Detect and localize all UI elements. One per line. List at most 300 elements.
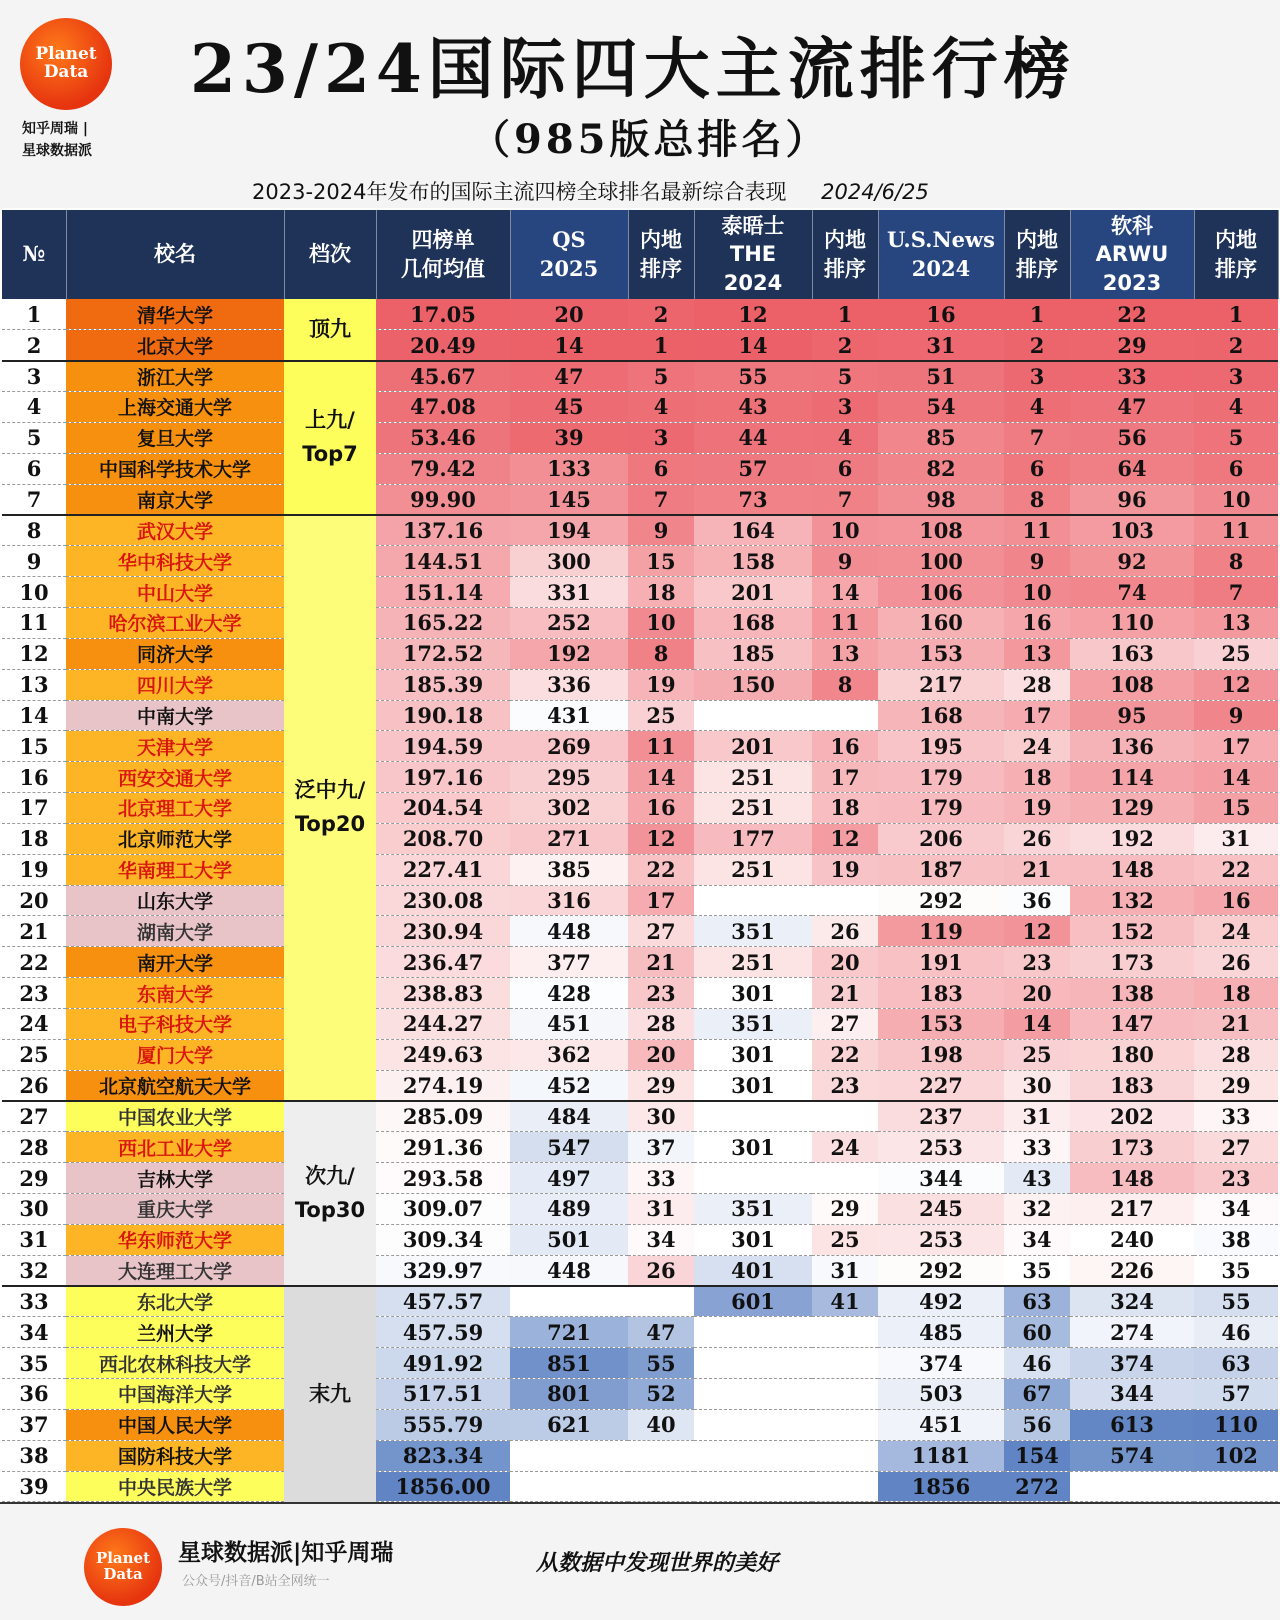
cell-newsr: 7 bbox=[1004, 422, 1070, 453]
table-row bbox=[2, 1039, 1278, 1070]
cell-qs: 45 bbox=[510, 392, 628, 423]
cell-ther: 26 bbox=[812, 916, 878, 947]
cell-ther bbox=[812, 1471, 878, 1502]
cell-no: 28 bbox=[2, 1132, 66, 1163]
cell-no: 38 bbox=[2, 1440, 66, 1471]
tier-label bbox=[284, 515, 376, 1101]
cell-newsr: 34 bbox=[1004, 1224, 1070, 1255]
table-row bbox=[2, 1101, 1278, 1132]
cell-arwu: 138 bbox=[1070, 978, 1194, 1009]
cell-qsr: 23 bbox=[628, 978, 694, 1009]
cell-qs: 431 bbox=[510, 700, 628, 731]
cell-no: 31 bbox=[2, 1224, 66, 1255]
cell-name: 华南理工大学 bbox=[66, 854, 284, 885]
header bbox=[0, 0, 1280, 208]
cell-newsr: 19 bbox=[1004, 793, 1070, 824]
cell-ther: 19 bbox=[812, 854, 878, 885]
cell-newsr: 6 bbox=[1004, 453, 1070, 484]
col-name bbox=[66, 210, 284, 299]
cell-qs: 448 bbox=[510, 916, 628, 947]
cell-arwur: 25 bbox=[1194, 638, 1278, 669]
table-row bbox=[2, 947, 1278, 978]
cell-arwur: 31 bbox=[1194, 823, 1278, 854]
cell-news: 153 bbox=[878, 1008, 1004, 1039]
cell-no: 30 bbox=[2, 1194, 66, 1225]
cell-qs: 295 bbox=[510, 762, 628, 793]
cell-arwu: 132 bbox=[1070, 885, 1194, 916]
cell-the: 301 bbox=[694, 1070, 812, 1101]
col-qs bbox=[510, 210, 628, 299]
cell-name: 华东师范大学 bbox=[66, 1224, 284, 1255]
cell-qsr: 33 bbox=[628, 1163, 694, 1194]
cell-no: 15 bbox=[2, 731, 66, 762]
cell-name: 吉林大学 bbox=[66, 1163, 284, 1194]
cell-news: 106 bbox=[878, 577, 1004, 608]
cell-qs: 621 bbox=[510, 1409, 628, 1440]
cell-arwur: 35 bbox=[1194, 1255, 1278, 1286]
cell-no: 9 bbox=[2, 546, 66, 577]
col-news-l1: U.S.News bbox=[887, 227, 995, 253]
cell-ther: 9 bbox=[812, 546, 878, 577]
cell-geo: 79.42 bbox=[376, 453, 510, 484]
cell-the: 185 bbox=[694, 638, 812, 669]
cell-the bbox=[694, 885, 812, 916]
cell-qsr: 12 bbox=[628, 823, 694, 854]
cell-no: 25 bbox=[2, 1039, 66, 1070]
cell-the bbox=[694, 1163, 812, 1194]
cell-ther bbox=[812, 1409, 878, 1440]
cell-news: 1181 bbox=[878, 1440, 1004, 1471]
cell-qsr: 52 bbox=[628, 1379, 694, 1410]
cell-arwu: 110 bbox=[1070, 607, 1194, 638]
cell-arwur: 110 bbox=[1194, 1409, 1278, 1440]
cell-newsr: 272 bbox=[1004, 1471, 1070, 1502]
table-row bbox=[2, 638, 1278, 669]
cell-arwur: 13 bbox=[1194, 607, 1278, 638]
cell-the: 150 bbox=[694, 669, 812, 700]
cell-arwu: 574 bbox=[1070, 1440, 1194, 1471]
cell-the: 301 bbox=[694, 1039, 812, 1070]
table-row bbox=[2, 978, 1278, 1009]
cell-no: 24 bbox=[2, 1008, 66, 1039]
cell-ther: 13 bbox=[812, 638, 878, 669]
cell-arwu: 56 bbox=[1070, 422, 1194, 453]
cell-newsr: 13 bbox=[1004, 638, 1070, 669]
cell-qs: 547 bbox=[510, 1132, 628, 1163]
cell-name: 西北工业大学 bbox=[66, 1132, 284, 1163]
cell-newsr: 16 bbox=[1004, 607, 1070, 638]
col-name-label: 校名 bbox=[154, 242, 196, 267]
tier-label-line1: 上九/ bbox=[305, 408, 355, 433]
cell-qs: 252 bbox=[510, 607, 628, 638]
cell-no: 8 bbox=[2, 515, 66, 546]
cell-no: 5 bbox=[2, 422, 66, 453]
cell-newsr: 43 bbox=[1004, 1163, 1070, 1194]
cell-newsr: 3 bbox=[1004, 361, 1070, 392]
cell-news: 206 bbox=[878, 823, 1004, 854]
cell-geo: 144.51 bbox=[376, 546, 510, 577]
cell-qs: 448 bbox=[510, 1255, 628, 1286]
cell-no: 36 bbox=[2, 1379, 66, 1410]
cell-newsr: 24 bbox=[1004, 731, 1070, 762]
cell-ther: 1 bbox=[812, 299, 878, 330]
cell-arwur: 22 bbox=[1194, 854, 1278, 885]
cell-name: 厦门大学 bbox=[66, 1039, 284, 1070]
cell-name: 东北大学 bbox=[66, 1286, 284, 1317]
publish-date: 2024/6/25 bbox=[821, 180, 929, 204]
cell-name: 中山大学 bbox=[66, 577, 284, 608]
col-arwu-l2: ARWU bbox=[1095, 242, 1169, 267]
footer-brand: 星球数据派|知乎周瑞 bbox=[178, 1540, 394, 1566]
cell-qsr: 9 bbox=[628, 515, 694, 546]
cell-arwu: 33 bbox=[1070, 361, 1194, 392]
cell-newsr: 32 bbox=[1004, 1194, 1070, 1225]
cell-news: 198 bbox=[878, 1039, 1004, 1070]
col-the-dom-l2: 排序 bbox=[824, 256, 866, 281]
cell-newsr: 36 bbox=[1004, 885, 1070, 916]
table-row bbox=[2, 1409, 1278, 1440]
cell-name: 华中科技大学 bbox=[66, 546, 284, 577]
cell-ther: 31 bbox=[812, 1255, 878, 1286]
cell-name: 同济大学 bbox=[66, 638, 284, 669]
cell-the bbox=[694, 1379, 812, 1410]
cell-arwu: 92 bbox=[1070, 546, 1194, 577]
cell-geo: 137.16 bbox=[376, 515, 510, 546]
cell-arwur: 46 bbox=[1194, 1317, 1278, 1348]
cell-geo: 230.94 bbox=[376, 916, 510, 947]
cell-arwu: 240 bbox=[1070, 1224, 1194, 1255]
cell-ther: 3 bbox=[812, 392, 878, 423]
cell-qsr: 10 bbox=[628, 607, 694, 638]
col-news-dom-l1: 内地 bbox=[1016, 228, 1058, 253]
cell-the: 44 bbox=[694, 422, 812, 453]
table-row bbox=[2, 299, 1278, 330]
tier-label-line1: 末九 bbox=[309, 1381, 351, 1406]
table-row bbox=[2, 1008, 1278, 1039]
cell-name: 南京大学 bbox=[66, 484, 284, 515]
cell-the: 251 bbox=[694, 793, 812, 824]
cell-the bbox=[694, 1317, 812, 1348]
cell-no: 13 bbox=[2, 669, 66, 700]
cell-the bbox=[694, 1348, 812, 1379]
slogan: 从数据中发现世界的美好 bbox=[536, 1551, 779, 1576]
cell-no: 6 bbox=[2, 453, 66, 484]
cell-the: 73 bbox=[694, 484, 812, 515]
cell-the: 301 bbox=[694, 1132, 812, 1163]
cell-arwu: 613 bbox=[1070, 1409, 1194, 1440]
cell-arwur: 6 bbox=[1194, 453, 1278, 484]
cell-newsr: 10 bbox=[1004, 577, 1070, 608]
cell-geo: 165.22 bbox=[376, 607, 510, 638]
cell-qsr bbox=[628, 1471, 694, 1502]
cell-news: 237 bbox=[878, 1101, 1004, 1132]
cell-qsr: 29 bbox=[628, 1070, 694, 1101]
cell-no: 35 bbox=[2, 1348, 66, 1379]
cell-arwur: 102 bbox=[1194, 1440, 1278, 1471]
cell-the bbox=[694, 700, 812, 731]
cell-arwur: 14 bbox=[1194, 762, 1278, 793]
cell-arwu: 29 bbox=[1070, 330, 1194, 361]
cell-arwu: 22 bbox=[1070, 299, 1194, 330]
cell-no: 20 bbox=[2, 885, 66, 916]
cell-qsr: 14 bbox=[628, 762, 694, 793]
cell-the: 164 bbox=[694, 515, 812, 546]
planet-data-logo-footer bbox=[84, 1528, 162, 1606]
cell-newsr: 26 bbox=[1004, 823, 1070, 854]
cell-newsr: 154 bbox=[1004, 1440, 1070, 1471]
cell-qs: 385 bbox=[510, 854, 628, 885]
cell-arwu: 147 bbox=[1070, 1008, 1194, 1039]
tier-label-line1: 顶九 bbox=[309, 316, 351, 341]
cell-newsr: 14 bbox=[1004, 1008, 1070, 1039]
cell-arwu bbox=[1070, 1471, 1194, 1502]
cell-qs: 145 bbox=[510, 484, 628, 515]
cell-arwu: 226 bbox=[1070, 1255, 1194, 1286]
tier-label-line1: 次九/ bbox=[305, 1163, 355, 1188]
cell-qsr: 1 bbox=[628, 330, 694, 361]
cell-the: 251 bbox=[694, 947, 812, 978]
cell-name: 重庆大学 bbox=[66, 1194, 284, 1225]
cell-qsr: 15 bbox=[628, 546, 694, 577]
table-row bbox=[2, 607, 1278, 638]
cell-qsr: 28 bbox=[628, 1008, 694, 1039]
cell-name: 天津大学 bbox=[66, 731, 284, 762]
cell-geo: 274.19 bbox=[376, 1070, 510, 1101]
cell-qs: 14 bbox=[510, 330, 628, 361]
table-row bbox=[2, 854, 1278, 885]
cell-no: 34 bbox=[2, 1317, 66, 1348]
cell-news: 344 bbox=[878, 1163, 1004, 1194]
cell-name: 武汉大学 bbox=[66, 515, 284, 546]
cell-the: 251 bbox=[694, 854, 812, 885]
col-geo-mean-l2: 几何均值 bbox=[401, 256, 485, 281]
cell-geo: 457.57 bbox=[376, 1286, 510, 1317]
cell-qsr: 21 bbox=[628, 947, 694, 978]
col-no bbox=[2, 210, 66, 299]
cell-geo: 151.14 bbox=[376, 577, 510, 608]
cell-newsr: 21 bbox=[1004, 854, 1070, 885]
cell-geo: 309.34 bbox=[376, 1224, 510, 1255]
cell-the: 55 bbox=[694, 361, 812, 392]
cell-arwur: 34 bbox=[1194, 1194, 1278, 1225]
cell-name: 中国科学技术大学 bbox=[66, 453, 284, 484]
cell-ther: 7 bbox=[812, 484, 878, 515]
col-no-label: № bbox=[22, 241, 46, 267]
cell-ther: 22 bbox=[812, 1039, 878, 1070]
cell-newsr: 11 bbox=[1004, 515, 1070, 546]
col-arwu-dom-l1: 内地 bbox=[1215, 228, 1257, 253]
cell-no: 2 bbox=[2, 330, 66, 361]
col-news-dom-l2: 排序 bbox=[1016, 256, 1058, 281]
cell-ther: 41 bbox=[812, 1286, 878, 1317]
cell-qsr: 47 bbox=[628, 1317, 694, 1348]
cell-qsr: 4 bbox=[628, 392, 694, 423]
cell-qsr: 7 bbox=[628, 484, 694, 515]
col-the bbox=[694, 210, 812, 299]
cell-geo: 45.67 bbox=[376, 361, 510, 392]
footer-note: 公众号/抖音/B站全网统一 bbox=[182, 1574, 330, 1589]
tier-label-line1: 泛中九/ bbox=[294, 778, 366, 803]
tier-label bbox=[284, 1286, 376, 1502]
cell-qsr: 31 bbox=[628, 1194, 694, 1225]
cell-news: 179 bbox=[878, 762, 1004, 793]
footer-logo-line2: Data bbox=[103, 1565, 143, 1583]
table-row bbox=[2, 823, 1278, 854]
col-qs-dom-l1: 内地 bbox=[640, 228, 682, 253]
table-row bbox=[2, 484, 1278, 515]
cell-geo: 291.36 bbox=[376, 1132, 510, 1163]
cell-name: 北京师范大学 bbox=[66, 823, 284, 854]
cell-news: 100 bbox=[878, 546, 1004, 577]
cell-qsr: 30 bbox=[628, 1101, 694, 1132]
cell-qsr: 25 bbox=[628, 700, 694, 731]
table-row bbox=[2, 700, 1278, 731]
cell-newsr: 4 bbox=[1004, 392, 1070, 423]
col-qs-domestic bbox=[628, 210, 694, 299]
cell-arwur: 2 bbox=[1194, 330, 1278, 361]
cell-news: 179 bbox=[878, 793, 1004, 824]
cell-the: 351 bbox=[694, 916, 812, 947]
cell-geo: 1856.00 bbox=[376, 1471, 510, 1502]
cell-qsr: 6 bbox=[628, 453, 694, 484]
cell-geo: 236.47 bbox=[376, 947, 510, 978]
table-row bbox=[2, 1070, 1278, 1101]
cell-qs: 452 bbox=[510, 1070, 628, 1101]
cell-ther: 12 bbox=[812, 823, 878, 854]
cell-no: 17 bbox=[2, 793, 66, 824]
cell-the: 168 bbox=[694, 607, 812, 638]
cell-qs: 194 bbox=[510, 515, 628, 546]
page-title: 23/24国际四大主流排行榜 bbox=[190, 30, 1076, 108]
brand-subtitle bbox=[22, 118, 122, 162]
cell-qs: 377 bbox=[510, 947, 628, 978]
cell-geo: 197.16 bbox=[376, 762, 510, 793]
footer-logo-line1: Planet bbox=[95, 1549, 151, 1568]
cell-arwur bbox=[1194, 1471, 1278, 1502]
cell-ther: 25 bbox=[812, 1224, 878, 1255]
cell-arwu: 64 bbox=[1070, 453, 1194, 484]
table-row bbox=[2, 1440, 1278, 1471]
cell-newsr: 20 bbox=[1004, 978, 1070, 1009]
cell-name: 湖南大学 bbox=[66, 916, 284, 947]
cell-name: 南开大学 bbox=[66, 947, 284, 978]
cell-arwur: 8 bbox=[1194, 546, 1278, 577]
brand-sub-line2: 星球数据派 bbox=[22, 143, 92, 159]
cell-the bbox=[694, 1409, 812, 1440]
table-row bbox=[2, 577, 1278, 608]
cell-name: 哈尔滨工业大学 bbox=[66, 607, 284, 638]
cell-qsr: 17 bbox=[628, 885, 694, 916]
ranking-table bbox=[2, 210, 1279, 1502]
cell-arwu: 148 bbox=[1070, 854, 1194, 885]
table-header-row bbox=[2, 210, 1278, 299]
col-arwu-l1: 软科 bbox=[1111, 214, 1153, 238]
cell-name: 中央民族大学 bbox=[66, 1471, 284, 1502]
col-the-l3: 2024 bbox=[723, 270, 783, 295]
table-row bbox=[2, 731, 1278, 762]
cell-no: 14 bbox=[2, 700, 66, 731]
cell-qs: 497 bbox=[510, 1163, 628, 1194]
cell-arwu: 74 bbox=[1070, 577, 1194, 608]
cell-qs: 501 bbox=[510, 1224, 628, 1255]
cell-ther: 18 bbox=[812, 793, 878, 824]
cell-arwur: 7 bbox=[1194, 577, 1278, 608]
cell-arwu: 217 bbox=[1070, 1194, 1194, 1225]
table-row bbox=[2, 1471, 1278, 1502]
cell-arwur: 1 bbox=[1194, 299, 1278, 330]
cell-newsr: 63 bbox=[1004, 1286, 1070, 1317]
cell-qsr: 40 bbox=[628, 1409, 694, 1440]
cell-name: 兰州大学 bbox=[66, 1317, 284, 1348]
cell-geo: 329.97 bbox=[376, 1255, 510, 1286]
cell-name: 东南大学 bbox=[66, 978, 284, 1009]
cell-arwur: 17 bbox=[1194, 731, 1278, 762]
cell-no: 39 bbox=[2, 1471, 66, 1502]
cell-news: 51 bbox=[878, 361, 1004, 392]
cell-newsr: 12 bbox=[1004, 916, 1070, 947]
cell-no: 1 bbox=[2, 299, 66, 330]
cell-newsr: 25 bbox=[1004, 1039, 1070, 1070]
cell-newsr: 30 bbox=[1004, 1070, 1070, 1101]
cell-arwur: 5 bbox=[1194, 422, 1278, 453]
cell-the: 351 bbox=[694, 1008, 812, 1039]
cell-arwu: 129 bbox=[1070, 793, 1194, 824]
cell-name: 复旦大学 bbox=[66, 422, 284, 453]
cell-qsr: 18 bbox=[628, 577, 694, 608]
cell-geo: 309.07 bbox=[376, 1194, 510, 1225]
cell-ther: 6 bbox=[812, 453, 878, 484]
table-row bbox=[2, 793, 1278, 824]
cell-ther: 5 bbox=[812, 361, 878, 392]
cell-name: 大连理工大学 bbox=[66, 1255, 284, 1286]
cell-geo: 457.59 bbox=[376, 1317, 510, 1348]
col-the-l1: 泰晤士 bbox=[721, 214, 785, 238]
table-row bbox=[2, 1286, 1278, 1317]
cell-geo: 227.41 bbox=[376, 854, 510, 885]
cell-name: 电子科技大学 bbox=[66, 1008, 284, 1039]
cell-qsr: 22 bbox=[628, 854, 694, 885]
cell-qs: 47 bbox=[510, 361, 628, 392]
cell-arwur: 21 bbox=[1194, 1008, 1278, 1039]
cell-qs: 428 bbox=[510, 978, 628, 1009]
cell-ther bbox=[812, 1348, 878, 1379]
cell-geo: 208.70 bbox=[376, 823, 510, 854]
cell-news: 16 bbox=[878, 299, 1004, 330]
cell-geo: 285.09 bbox=[376, 1101, 510, 1132]
col-qs-dom-l2: 排序 bbox=[640, 256, 682, 281]
cell-geo: 185.39 bbox=[376, 669, 510, 700]
cell-news: 292 bbox=[878, 885, 1004, 916]
cell-the: 43 bbox=[694, 392, 812, 423]
col-news-domestic bbox=[1004, 210, 1070, 299]
tier-label bbox=[284, 1101, 376, 1286]
cell-geo: 238.83 bbox=[376, 978, 510, 1009]
cell-the: 201 bbox=[694, 731, 812, 762]
cell-arwu: 152 bbox=[1070, 916, 1194, 947]
cell-arwur: 15 bbox=[1194, 793, 1278, 824]
cell-no: 19 bbox=[2, 854, 66, 885]
cell-geo: 244.27 bbox=[376, 1008, 510, 1039]
tier-label bbox=[284, 361, 376, 515]
cell-qsr: 55 bbox=[628, 1348, 694, 1379]
cell-the: 351 bbox=[694, 1194, 812, 1225]
cell-ther: 8 bbox=[812, 669, 878, 700]
cell-ther: 11 bbox=[812, 607, 878, 638]
cell-qsr: 26 bbox=[628, 1255, 694, 1286]
cell-the: 301 bbox=[694, 1224, 812, 1255]
cell-ther bbox=[812, 1101, 878, 1132]
cell-news: 503 bbox=[878, 1379, 1004, 1410]
